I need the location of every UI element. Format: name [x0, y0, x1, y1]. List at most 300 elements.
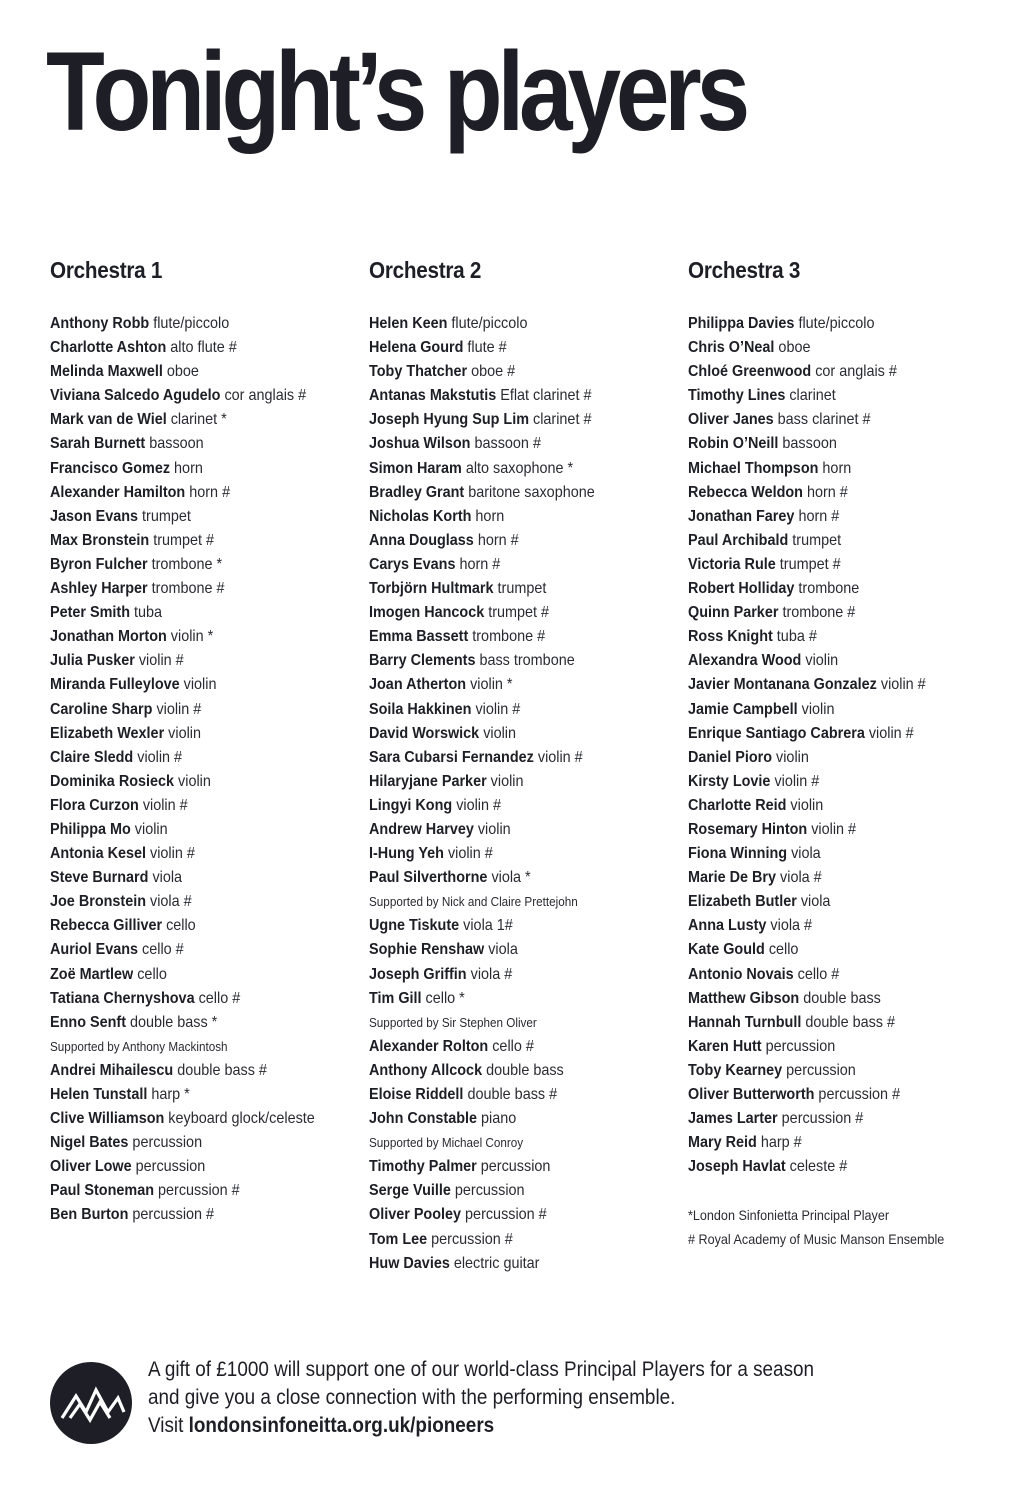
player-entry — [369, 384, 648, 408]
player-name: Oliver Lowe — [50, 1158, 132, 1176]
legend-academy-note: # Royal Academy of Music Manson Ensemble — [688, 1231, 945, 1248]
player-name: Alexandra Wood — [688, 652, 802, 670]
player-entry — [369, 818, 648, 842]
player-entry — [369, 1035, 648, 1059]
player-instrument: harp * — [151, 1086, 190, 1103]
pioneers-link[interactable]: londonsinfoneitta.org.uk/pioneers — [188, 1414, 495, 1437]
player-instrument: trombone — [798, 580, 860, 598]
player-entry — [369, 432, 648, 456]
player-entry — [50, 890, 329, 914]
player-entry — [50, 1179, 329, 1203]
player-name: Clive Williamson — [50, 1110, 165, 1128]
player-instrument: bass trombone — [479, 652, 575, 670]
player-name: Lingyi Kong — [369, 796, 453, 814]
player-entry — [688, 553, 967, 577]
player-entry — [688, 1107, 967, 1131]
player-name: Serge Vuille — [369, 1182, 451, 1200]
player-name: Chloé Greenwood — [688, 363, 812, 381]
player-name: Andrew Harvey — [369, 820, 474, 838]
player-instrument: celeste # — [789, 1158, 848, 1176]
player-instrument: Eflat clarinet # — [500, 387, 592, 405]
player-entry — [369, 625, 648, 649]
player-instrument: percussion — [786, 1061, 856, 1079]
player-entry — [688, 1059, 967, 1083]
player-name: Nicholas Korth — [369, 507, 472, 525]
orchestra-1-column — [50, 254, 360, 1228]
player-name: Antonio Novais — [688, 965, 794, 983]
player-entry — [369, 312, 648, 336]
player-name: Peter Smith — [50, 604, 131, 622]
player-name: Timothy Lines — [688, 387, 786, 405]
player-instrument: double bass # — [177, 1061, 267, 1079]
player-name: Helen Tunstall — [50, 1086, 148, 1103]
player-name: Robin O’Neill — [688, 435, 779, 453]
player-name: Ben Burton — [50, 1206, 129, 1224]
player-name: Ugne Tiskute — [369, 917, 460, 935]
player-instrument: cello # — [492, 1037, 534, 1055]
player-instrument: percussion — [454, 1182, 525, 1200]
player-instrument: violin # — [811, 820, 857, 838]
player-entry — [688, 722, 967, 746]
player-instrument: viola # — [780, 869, 822, 887]
player-list — [50, 312, 360, 1228]
player-name: Barry Clements — [369, 652, 476, 670]
player-entry — [369, 1155, 648, 1179]
player-entry — [50, 963, 329, 987]
player-instrument: double bass * — [130, 1013, 218, 1031]
player-entry — [50, 577, 329, 601]
player-instrument: horn # — [477, 531, 519, 549]
player-entry — [50, 1107, 329, 1131]
player-list — [688, 312, 998, 1179]
orchestra-heading: Orchestra 1 — [50, 257, 163, 283]
player-name: Joseph Hyung Sup Lim — [369, 411, 530, 429]
player-name: Paul Archibald — [688, 531, 789, 549]
player-instrument: violin — [805, 652, 839, 670]
player-instrument: cello — [166, 917, 196, 935]
visit-label: Visit — [148, 1414, 184, 1437]
player-name: Charlotte Reid — [688, 796, 787, 814]
player-name: Imogen Hancock — [369, 604, 485, 622]
player-instrument: percussion — [480, 1158, 551, 1176]
player-instrument: violin — [168, 724, 202, 742]
player-instrument: horn # — [189, 483, 231, 501]
player-entry — [688, 987, 967, 1011]
player-name: Zoë Martlew — [50, 965, 134, 983]
player-name: Joan Atherton — [369, 676, 467, 694]
player-name: Joseph Havlat — [688, 1158, 786, 1176]
player-name: Torbjörn Hultmark — [369, 580, 494, 598]
player-name: Philippa Davies — [688, 315, 795, 332]
player-instrument: bassoon — [149, 435, 204, 453]
player-instrument: trombone * — [151, 555, 223, 573]
player-name: Chris O’Neal — [688, 339, 775, 357]
player-instrument: horn — [174, 459, 203, 477]
player-entry — [688, 1011, 967, 1035]
player-entry — [369, 360, 648, 384]
player-instrument: flute/piccolo — [798, 315, 875, 332]
player-entry — [50, 794, 329, 818]
player-entry — [688, 601, 967, 625]
player-entry — [688, 336, 967, 360]
player-entry — [688, 625, 967, 649]
player-instrument: alto flute # — [170, 339, 237, 357]
player-name: Mary Reid — [688, 1134, 757, 1152]
player-name: Elizabeth Wexler — [50, 724, 165, 742]
player-entry — [50, 384, 329, 408]
player-name: Nigel Bates — [50, 1134, 129, 1152]
supporter-note: Supported by Anthony Mackintosh — [50, 1038, 228, 1054]
player-name: Fiona Winning — [688, 845, 788, 863]
player-entry — [369, 1252, 648, 1276]
player-instrument: violin # — [150, 845, 195, 863]
player-name: Ross Knight — [688, 628, 773, 646]
player-instrument: double bass # — [805, 1013, 896, 1031]
player-instrument: violin — [490, 772, 524, 790]
gift-message — [148, 1356, 814, 1440]
player-entry — [369, 770, 648, 794]
player-entry — [688, 1083, 967, 1107]
orchestra-2-column — [369, 254, 679, 1276]
player-instrument: piano — [481, 1110, 517, 1128]
player-entry — [688, 818, 967, 842]
player-entry — [369, 505, 648, 529]
player-instrument: flute/piccolo — [451, 315, 528, 332]
player-instrument: trumpet # — [488, 604, 550, 622]
player-name: Victoria Rule — [688, 555, 776, 573]
player-name: I-Hung Yeh — [369, 845, 444, 863]
player-instrument: percussion — [132, 1134, 203, 1152]
player-instrument: oboe — [778, 339, 811, 357]
player-instrument: oboe — [166, 363, 199, 381]
supporter-note: Supported by Nick and Claire Prettejohn — [369, 894, 578, 910]
player-instrument: bassoon # — [474, 435, 541, 453]
player-name: Oliver Butterworth — [688, 1086, 815, 1103]
player-entry — [369, 866, 648, 890]
player-entry — [688, 673, 967, 697]
player-name: Max Bronstein — [50, 531, 150, 549]
player-instrument: viola — [791, 845, 821, 863]
player-name: Tim Gill — [369, 989, 422, 1007]
player-instrument: viola — [152, 869, 183, 887]
player-instrument: keyboard glock/celeste — [168, 1110, 315, 1128]
player-instrument: trumpet # — [779, 555, 841, 573]
player-name: Byron Fulcher — [50, 555, 148, 573]
player-entry — [688, 842, 967, 866]
player-instrument: violin # — [456, 796, 502, 814]
player-entry — [50, 746, 329, 770]
player-name: Toby Thatcher — [369, 363, 468, 381]
player-instrument: horn # — [459, 555, 501, 573]
player-entry — [688, 794, 967, 818]
player-name: Toby Kearney — [688, 1061, 783, 1079]
player-entry — [369, 1107, 648, 1131]
player-instrument: percussion # — [465, 1206, 547, 1224]
player-entry — [369, 1083, 648, 1107]
player-name: Marie De Bry — [688, 869, 777, 887]
player-instrument: violin — [183, 676, 217, 694]
player-entry — [369, 938, 648, 962]
player-name: Charlotte Ashton — [50, 339, 167, 357]
player-instrument: violin — [178, 772, 211, 790]
player-instrument: trombone # — [472, 628, 546, 646]
player-instrument: bassoon — [782, 435, 837, 453]
player-instrument: tuba — [134, 604, 163, 622]
player-instrument: clarinet # — [533, 411, 592, 429]
supporter-note: Supported by Michael Conroy — [369, 1135, 524, 1151]
player-entry — [369, 673, 648, 697]
player-name: Helena Gourd — [369, 339, 464, 357]
player-instrument: viola # — [470, 965, 513, 983]
legend-notes — [688, 1203, 998, 1251]
player-instrument: flute/piccolo — [153, 315, 230, 332]
player-instrument: percussion — [765, 1037, 836, 1055]
player-instrument: percussion # — [781, 1110, 864, 1128]
player-name: Paul Silverthorne — [369, 869, 488, 887]
player-name: Miranda Fulleylove — [50, 676, 180, 694]
player-entry — [369, 601, 648, 625]
player-entry — [688, 938, 967, 962]
player-instrument: percussion # — [431, 1230, 513, 1248]
player-name: Melinda Maxwell — [50, 363, 163, 381]
player-entry — [50, 1155, 329, 1179]
player-entry — [369, 842, 648, 866]
player-instrument: bass clarinet # — [777, 411, 871, 429]
player-instrument: cello # — [198, 989, 241, 1007]
player-entry — [688, 408, 967, 432]
player-entry — [50, 673, 329, 697]
player-name: Antonia Kesel — [50, 845, 147, 863]
player-entry — [50, 625, 329, 649]
player-name: Elizabeth Butler — [688, 893, 797, 911]
player-entry — [50, 1011, 329, 1035]
gift-line-2: and give you a close connection with the performing ensemble. — [148, 1386, 676, 1409]
player-name: Viviana Salcedo Agudelo — [50, 387, 221, 405]
player-entry — [50, 987, 329, 1011]
player-name: Anna Douglass — [369, 531, 474, 549]
player-instrument: violin * — [170, 628, 214, 646]
player-entry — [369, 1059, 648, 1083]
player-instrument: percussion # — [132, 1206, 215, 1224]
player-name: Dominika Rosieck — [50, 772, 175, 790]
player-entry — [50, 457, 329, 481]
supporter-note: Supported by Sir Stephen Oliver — [369, 1014, 537, 1030]
player-entry — [50, 601, 329, 625]
player-name: Karen Hutt — [688, 1037, 762, 1055]
player-instrument: trombone # — [151, 580, 225, 598]
player-entry — [369, 794, 648, 818]
player-entry — [50, 408, 329, 432]
player-name: Rebecca Gilliver — [50, 917, 163, 935]
page-title: Tonight’s players — [46, 29, 746, 154]
player-entry — [50, 360, 329, 384]
player-entry — [688, 963, 967, 987]
player-name: Hilaryjane Parker — [369, 772, 487, 790]
player-name: Hannah Turnbull — [688, 1013, 802, 1031]
player-entry — [50, 1203, 329, 1227]
player-name: Anthony Allcock — [369, 1061, 483, 1079]
player-entry — [369, 481, 648, 505]
player-instrument: violin — [134, 820, 168, 838]
player-entry — [688, 457, 967, 481]
player-name: Rebecca Weldon — [688, 483, 803, 501]
player-entry — [369, 1179, 648, 1203]
player-entry — [688, 312, 967, 336]
player-instrument: alto saxophone * — [465, 459, 574, 477]
player-name: Jamie Campbell — [688, 700, 798, 718]
player-entry — [369, 457, 648, 481]
player-name: Joe Bronstein — [50, 893, 147, 911]
player-name: Alexander Rolton — [369, 1037, 489, 1055]
player-name: Quinn Parker — [688, 604, 779, 622]
player-instrument: cello # — [797, 965, 840, 983]
player-name: Kate Gould — [688, 941, 765, 959]
player-entry — [369, 1203, 648, 1227]
player-entry — [50, 1059, 329, 1083]
player-entry — [50, 866, 329, 890]
player-entry — [688, 1035, 967, 1059]
player-entry — [688, 432, 967, 456]
player-name: Helen Keen — [369, 315, 448, 332]
player-instrument: violin # — [447, 845, 493, 863]
player-name: Carys Evans — [369, 555, 456, 573]
player-instrument: viola 1# — [463, 917, 513, 935]
player-instrument: violin # — [138, 652, 184, 670]
support-footer — [50, 1356, 990, 1446]
player-name: Jonathan Morton — [50, 628, 167, 646]
player-entry — [50, 505, 329, 529]
player-name: Tom Lee — [369, 1230, 428, 1248]
player-entry — [50, 842, 329, 866]
player-name: Bradley Grant — [369, 483, 465, 501]
player-name: Matthew Gibson — [688, 989, 800, 1007]
player-name: Sara Cubarsi Fernandez — [369, 748, 534, 766]
player-name: Andrei Mihailescu — [50, 1061, 174, 1079]
player-name: Daniel Pioro — [688, 748, 773, 766]
player-instrument: violin * — [470, 676, 513, 694]
player-instrument: trombone # — [782, 604, 856, 622]
player-entry — [50, 553, 329, 577]
player-entry — [50, 312, 329, 336]
player-entry — [369, 746, 648, 770]
player-instrument: horn # — [798, 507, 840, 525]
player-name: Paul Stoneman — [50, 1182, 155, 1200]
player-entry — [50, 481, 329, 505]
player-name: Tatiana Chernyshova — [50, 989, 195, 1007]
london-sinfonietta-logo-icon — [50, 1362, 132, 1444]
player-entry — [369, 529, 648, 553]
player-entry — [369, 553, 648, 577]
player-entry — [688, 746, 967, 770]
player-instrument: double bass # — [467, 1086, 558, 1103]
legend-principal-note: *London Sinfonietta Principal Player — [688, 1207, 890, 1224]
player-instrument: violin — [801, 700, 835, 718]
player-instrument: tuba # — [776, 628, 817, 646]
player-instrument: viola # — [150, 893, 192, 911]
player-name: Oliver Pooley — [369, 1206, 462, 1224]
orchestra-heading: Orchestra 2 — [369, 257, 482, 283]
player-name: Alexander Hamilton — [50, 483, 186, 501]
player-name: Francisco Gomez — [50, 459, 171, 477]
player-name: Claire Sledd — [50, 748, 134, 766]
player-instrument: double bass — [486, 1061, 564, 1079]
player-entry — [688, 481, 967, 505]
player-instrument: violin # — [868, 724, 914, 742]
player-instrument: cello # — [142, 941, 184, 959]
player-name: Huw Davies — [369, 1254, 450, 1272]
player-name: Oliver Janes — [688, 411, 774, 429]
player-instrument: violin # — [537, 748, 583, 766]
player-entry — [688, 1155, 967, 1179]
player-instrument: trumpet — [792, 531, 842, 549]
player-entry — [50, 1083, 329, 1107]
player-entry — [50, 938, 329, 962]
player-name: Caroline Sharp — [50, 700, 153, 718]
player-name: Auriol Evans — [50, 941, 139, 959]
player-entry — [369, 722, 648, 746]
player-entry — [369, 698, 648, 722]
player-instrument: violin — [776, 748, 809, 766]
player-entry — [50, 770, 329, 794]
player-name: Joseph Griffin — [369, 965, 467, 983]
player-entry — [50, 914, 329, 938]
player-entry — [688, 360, 967, 384]
player-name: Kirsty Lovie — [688, 772, 771, 790]
player-instrument: violin # — [774, 772, 820, 790]
player-name: Joshua Wilson — [369, 435, 471, 453]
player-entry — [50, 818, 329, 842]
player-instrument: viola — [488, 941, 518, 959]
player-entry — [688, 914, 967, 938]
player-name: Soila Hakkinen — [369, 700, 472, 718]
player-instrument: cello — [137, 965, 167, 983]
player-instrument: violin — [477, 820, 511, 838]
player-instrument: horn — [822, 459, 852, 477]
gift-line-3 — [148, 1412, 814, 1440]
player-instrument: horn — [475, 507, 505, 525]
player-entry — [50, 722, 329, 746]
player-entry — [50, 1131, 329, 1155]
player-entry — [50, 336, 329, 360]
player-name: Julia Pusker — [50, 652, 135, 670]
player-name: Javier Montanana Gonzalez — [688, 676, 877, 694]
player-instrument: percussion # — [818, 1086, 901, 1103]
player-name: Jason Evans — [50, 507, 139, 525]
player-instrument: cor anglais # — [815, 363, 897, 381]
player-name: Simon Haram — [369, 459, 462, 477]
player-name: Philippa Mo — [50, 820, 131, 838]
player-name: Anna Lusty — [688, 917, 767, 935]
player-instrument: violin # — [137, 748, 183, 766]
player-entry — [50, 529, 329, 553]
player-entry — [688, 649, 967, 673]
player-instrument: trumpet — [497, 580, 547, 598]
player-instrument: violin # — [880, 676, 926, 694]
player-instrument: viola * — [491, 869, 531, 887]
player-instrument: viola — [800, 893, 831, 911]
player-name: Antanas Makstutis — [369, 387, 497, 405]
player-instrument: violin — [790, 796, 824, 814]
gift-line-1: A gift of £1000 will support one of our world-class Principal Players for a season — [148, 1358, 815, 1381]
player-entry — [688, 577, 967, 601]
player-name: Sophie Renshaw — [369, 941, 485, 959]
orchestra-heading: Orchestra 3 — [688, 257, 801, 283]
player-name: James Larter — [688, 1110, 778, 1128]
player-entry — [50, 649, 329, 673]
player-name: John Constable — [369, 1110, 478, 1128]
player-entry — [688, 890, 967, 914]
player-instrument: horn # — [806, 483, 848, 501]
